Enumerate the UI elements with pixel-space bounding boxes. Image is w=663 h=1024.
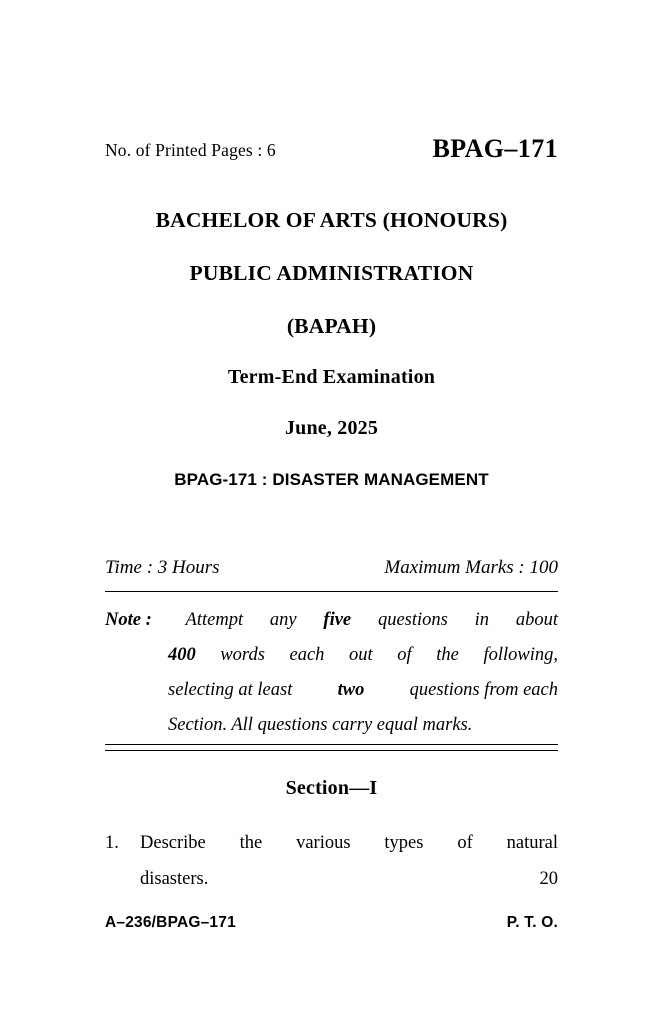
- subject-title: PUBLIC ADMINISTRATION: [189, 261, 474, 285]
- question-number: 1.: [105, 833, 119, 853]
- paper-code: BPAG–171: [432, 134, 558, 163]
- note-word: following,: [483, 645, 558, 665]
- exam-paper-page: [105, 0, 558, 1024]
- note-word: words: [220, 645, 265, 665]
- question-word: Describe: [140, 833, 206, 853]
- note-label: Note :: [105, 610, 152, 630]
- degree-title: BACHELOR OF ARTS (HONOURS): [155, 208, 508, 232]
- note-word: any: [269, 610, 297, 630]
- note-word: questions from each: [409, 680, 558, 700]
- course-title: BPAG-171 : DISASTER MANAGEMENT: [174, 470, 489, 489]
- question-body: [140, 825, 558, 897]
- note-emphasis-two: two: [337, 680, 365, 700]
- programme-abbreviation: (BAPAH): [286, 314, 377, 338]
- note-line-4: [105, 708, 558, 743]
- question-word: various: [296, 833, 351, 853]
- section-heading: Section—I: [285, 777, 378, 799]
- divider-rule-top: [105, 591, 558, 592]
- note-line-2: [105, 638, 558, 673]
- title-block: [105, 208, 558, 490]
- examination-type: Term-End Examination: [227, 366, 436, 388]
- note-word: the: [436, 645, 459, 665]
- question-word: types: [384, 833, 424, 853]
- question-word: natural: [506, 833, 558, 853]
- examination-session: June, 2025: [284, 417, 379, 439]
- note-word: Attempt: [185, 610, 244, 630]
- note-word: of: [397, 645, 412, 665]
- question-line-2: [140, 861, 558, 897]
- question-item: [105, 825, 558, 897]
- note-line-3: [105, 673, 558, 708]
- footer-paper-reference: A–236/BPAG–171: [105, 914, 236, 931]
- note-word: in: [474, 610, 490, 630]
- note-block: [105, 603, 558, 743]
- page-header: [105, 134, 558, 170]
- note-word: each: [289, 645, 325, 665]
- question-line-1: [140, 825, 558, 861]
- note-word: questions: [377, 610, 448, 630]
- maximum-marks: Maximum Marks : 100: [384, 557, 558, 578]
- page-footer: [105, 914, 558, 938]
- note-word: out: [349, 645, 373, 665]
- question-word: disasters.: [140, 869, 209, 889]
- note-line-1: [105, 603, 558, 638]
- note-emphasis-400: 400: [168, 645, 196, 665]
- exam-duration: Time : 3 Hours: [105, 557, 220, 578]
- question-word: of: [457, 833, 473, 853]
- note-word: selecting at least: [168, 680, 293, 700]
- note-word: Section. All questions carry equal marks.: [168, 715, 473, 735]
- note-word: about: [515, 610, 558, 630]
- printed-pages-label: No. of Printed Pages : 6: [105, 140, 276, 160]
- note-emphasis-five: five: [323, 610, 352, 630]
- question-word: the: [239, 833, 263, 853]
- question-marks: 20: [539, 869, 558, 889]
- divider-rule-double: [105, 744, 558, 751]
- footer-pto-label: P. T. O.: [506, 914, 558, 931]
